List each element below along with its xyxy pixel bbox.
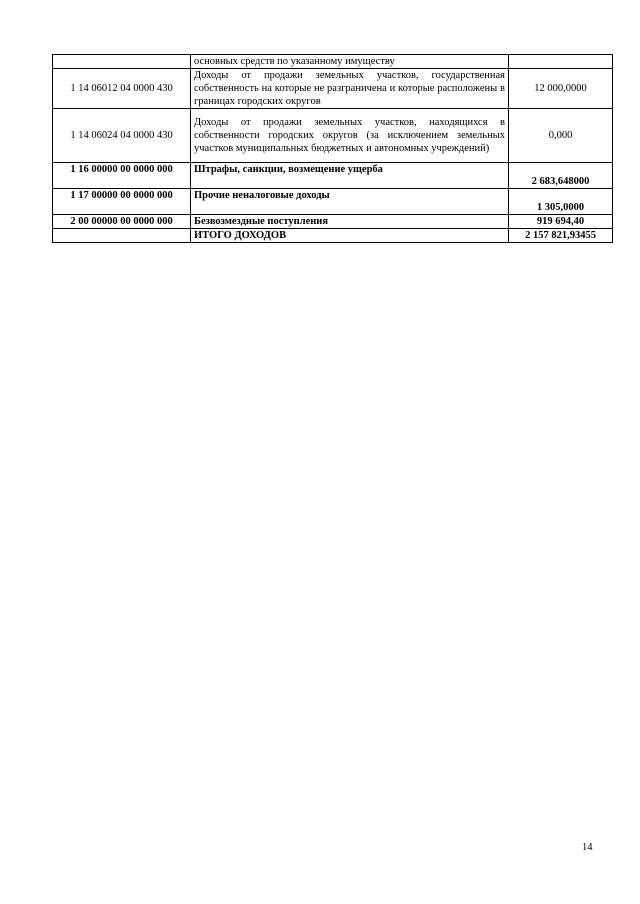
row-name: Прочие неналоговые доходы — [191, 189, 509, 215]
row-name: ИТОГО ДОХОДОВ — [191, 229, 509, 243]
page-number: 14 — [582, 842, 593, 853]
row-name: Штрафы, санкции, возмещение ущерба — [191, 163, 509, 189]
row-amount: 0,000 — [509, 109, 613, 163]
row-code: 2 00 00000 00 0000 000 — [53, 215, 191, 229]
row-amount: 1 305,0000 — [509, 189, 613, 215]
row-amount: 2 157 821,93455 — [509, 229, 613, 243]
row-name: Безвозмездные поступления — [191, 215, 509, 229]
row-code: 1 17 00000 00 0000 000 — [53, 189, 191, 215]
row-amount: 12 000,0000 — [509, 69, 613, 109]
table-row — [53, 229, 613, 243]
row-amount: 919 694,40 — [509, 215, 613, 229]
income-table — [52, 54, 613, 243]
row-code: 1 14 06024 04 0000 430 — [53, 109, 191, 163]
row-amount — [509, 55, 613, 69]
row-name: основных средств по указанному имуществу — [191, 55, 509, 69]
table-row — [53, 55, 613, 69]
table-row — [53, 215, 613, 229]
row-amount: 2 683,648000 — [509, 163, 613, 189]
table-row — [53, 163, 613, 189]
table-row — [53, 189, 613, 215]
table-row — [53, 109, 613, 163]
row-code: 1 16 00000 00 0000 000 — [53, 163, 191, 189]
row-code: 1 14 06012 04 0000 430 — [53, 69, 191, 109]
row-name: Доходы от продажи земельных участков, государственная собственность на которые не разграничена и которые расположены в границах городских округов — [191, 69, 509, 109]
row-code — [53, 55, 191, 69]
row-name: Доходы от продажи земельных участков, находящихся в собственности городских округов (за исключением земельных участков муниципальных бюджетных и автономных учреждений) — [191, 109, 509, 163]
table-row — [53, 69, 613, 109]
row-code — [53, 229, 191, 243]
